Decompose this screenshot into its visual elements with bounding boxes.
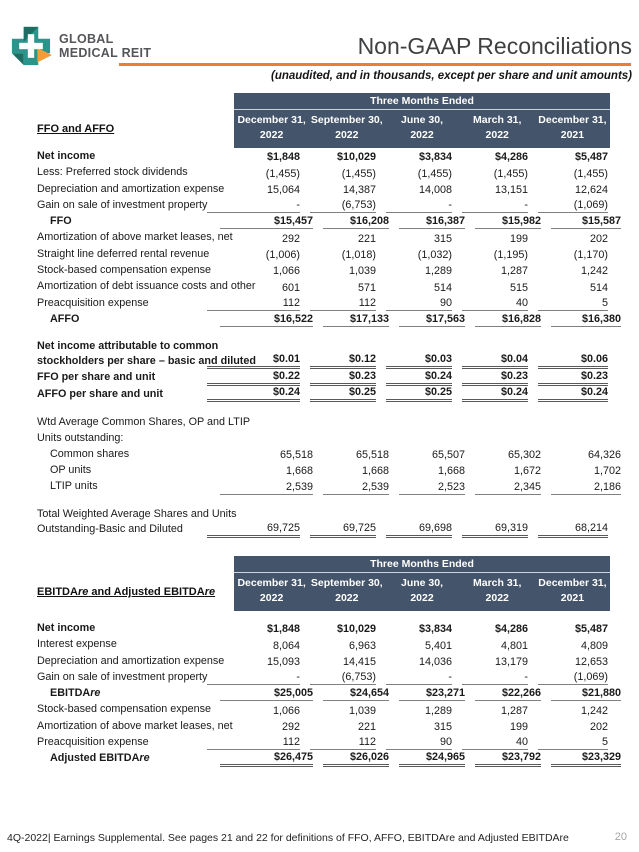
row-label: FFO per share and unit — [37, 371, 156, 384]
value-cell: 292 — [281, 232, 300, 245]
value-cell: $3,834 — [418, 151, 452, 164]
value-cell: - — [462, 671, 528, 685]
row-label: FFO — [50, 215, 72, 228]
value-cell: (1,455) — [341, 167, 376, 180]
column-header: September 30, 2022 — [310, 577, 383, 605]
value-cell: 12,624 — [574, 183, 608, 196]
ebitdare-table — [37, 620, 621, 767]
value-cell: 1,668 — [361, 465, 389, 478]
footer-text: 4Q-2022| Earnings Supplemental. See pages 21 and 22 for definitions of FFO, AFFO, EBITDAre and Adjusted EBITDAre — [7, 832, 569, 844]
value-cell: 514 — [589, 281, 608, 294]
value-cell: 315 — [433, 721, 452, 734]
value-cell: - — [207, 199, 300, 213]
row-label: Net income attributable to common stockholders per share – basic and diluted — [37, 339, 257, 367]
medical-cross-icon — [10, 26, 52, 66]
row-label: AFFO — [50, 312, 80, 325]
value-cell: 14,415 — [342, 655, 376, 668]
logo-line2: MEDICAL REIT — [59, 46, 152, 60]
value-cell: (1,455) — [265, 167, 300, 180]
value-cell: 112 — [310, 736, 376, 750]
value-cell: $16,522 — [220, 313, 313, 327]
table-row — [37, 701, 612, 717]
value-cell: 14,008 — [418, 183, 452, 196]
table-row — [37, 750, 621, 766]
value-cell: 1,039 — [348, 265, 376, 278]
value-cell: $0.24 — [386, 370, 452, 386]
value-cell: 1,287 — [500, 265, 528, 278]
value-cell: $25,005 — [220, 687, 313, 701]
value-cell: (1,032) — [417, 249, 452, 262]
column-header: December 31, 2021 — [538, 114, 607, 142]
value-cell: (6,753) — [310, 199, 376, 213]
value-cell: 69,725 — [310, 522, 376, 538]
table-row — [37, 164, 612, 180]
row-label: Straight line deferred rental revenue — [37, 247, 210, 260]
page-title: Non-GAAP Reconciliations — [357, 33, 632, 59]
table-header-band — [234, 93, 610, 148]
table-row — [37, 734, 612, 750]
value-cell: 1,242 — [580, 704, 608, 717]
table-row — [37, 505, 612, 538]
value-cell: - — [207, 671, 300, 685]
value-cell: 15,093 — [266, 655, 300, 668]
row-spacer — [37, 327, 612, 336]
row-label: Net income — [37, 149, 96, 162]
value-cell: $0.12 — [310, 353, 376, 369]
page-subtitle: (unaudited, and in thousands, except per share and unit amounts) — [270, 70, 632, 82]
row-label: Wtd Average Common Shares, OP and LTIP Units outstanding: — [37, 416, 251, 444]
value-cell: - — [462, 199, 528, 213]
value-cell: $0.25 — [310, 386, 376, 402]
value-cell: $0.24 — [538, 386, 608, 402]
row-label: Stock-based compensation expense — [37, 703, 212, 716]
row-label: Net income — [37, 621, 96, 634]
value-cell: 1,242 — [580, 265, 608, 278]
value-cell: 1,039 — [348, 704, 376, 717]
value-cell: 69,725 — [207, 522, 300, 538]
value-cell: 65,507 — [431, 449, 465, 462]
value-cell: $0.23 — [310, 370, 376, 386]
table-row — [37, 718, 612, 734]
row-label: Depreciation and amortization expense — [37, 182, 225, 195]
value-cell: 199 — [509, 232, 528, 245]
section-label-ebitdare: EBITDAre and Adjusted EBITDAre — [37, 586, 216, 598]
value-cell: $4,286 — [494, 623, 528, 636]
value-cell: $5,487 — [574, 151, 608, 164]
table-row — [37, 416, 612, 446]
column-header: March 31, 2022 — [472, 114, 522, 142]
row-label: Total Weighted Average Shares and Units Outstanding-Basic and Diluted — [37, 508, 237, 536]
value-cell: $16,828 — [475, 313, 541, 327]
value-cell: (1,069) — [538, 671, 608, 685]
company-logo — [10, 26, 151, 66]
value-cell: 5 — [538, 297, 608, 311]
value-cell: $16,208 — [323, 215, 389, 229]
value-cell: 5,401 — [424, 639, 452, 652]
value-cell: $0.06 — [538, 353, 608, 369]
row-label: Depreciation and amortization expense — [37, 654, 225, 667]
column-header: June 30, 2022 — [400, 114, 444, 142]
value-cell: $15,457 — [220, 215, 313, 229]
table-row — [37, 478, 621, 494]
value-cell: $4,286 — [494, 151, 528, 164]
row-label: Preacquisition expense — [37, 296, 149, 309]
row-label: Less: Preferred stock dividends — [37, 166, 188, 179]
value-cell: (1,455) — [573, 167, 608, 180]
value-cell: $17,563 — [399, 313, 465, 327]
value-cell: 65,518 — [279, 449, 313, 462]
value-cell: 15,064 — [266, 183, 300, 196]
value-cell: (1,018) — [341, 249, 376, 262]
table-row — [37, 369, 612, 385]
value-cell: 6,963 — [348, 639, 376, 652]
column-headers — [234, 573, 610, 611]
page-number: 20 — [614, 831, 627, 843]
row-label: Amortization of above market leases, net — [37, 231, 233, 244]
column-headers — [234, 110, 610, 148]
table-row — [37, 636, 612, 652]
value-cell: 2,539 — [323, 481, 389, 495]
value-cell: $26,026 — [323, 751, 389, 767]
table-row — [37, 653, 612, 669]
value-cell: 2,345 — [475, 481, 541, 495]
value-cell: $23,271 — [399, 687, 465, 701]
column-header: December 31, 2022 — [237, 114, 306, 142]
table-row — [37, 229, 612, 245]
value-cell: 1,289 — [424, 265, 452, 278]
value-cell: 221 — [357, 232, 376, 245]
value-cell: 112 — [207, 736, 300, 750]
value-cell: 64,326 — [587, 449, 621, 462]
logo-line1: GLOBAL — [59, 32, 114, 46]
value-cell: (1,006) — [265, 249, 300, 262]
table-row — [37, 197, 612, 213]
table-row — [37, 336, 612, 369]
value-cell: $0.03 — [386, 353, 452, 369]
value-cell: 65,302 — [507, 449, 541, 462]
value-cell: 2,539 — [220, 481, 313, 495]
table-row — [37, 311, 621, 327]
value-cell: (1,455) — [493, 167, 528, 180]
column-header: December 31, 2021 — [538, 577, 607, 605]
row-label: Gain on sale of investment property — [37, 670, 208, 683]
row-label: Common shares — [50, 447, 130, 460]
table-row — [37, 181, 612, 197]
value-cell: (1,069) — [538, 199, 608, 213]
table-row — [37, 386, 612, 402]
value-cell: 68,214 — [538, 522, 608, 538]
value-cell: - — [386, 199, 452, 213]
table-row — [37, 262, 612, 278]
value-cell: (1,455) — [417, 167, 452, 180]
value-cell: $3,834 — [418, 623, 452, 636]
value-cell: 1,668 — [285, 465, 313, 478]
value-cell: 315 — [433, 232, 452, 245]
table-row — [37, 669, 612, 685]
value-cell: $0.24 — [462, 386, 528, 402]
value-cell: $16,380 — [551, 313, 621, 327]
span-header: Three Months Ended — [234, 556, 610, 573]
column-header: June 30, 2022 — [400, 577, 444, 605]
value-cell: 2,523 — [399, 481, 465, 495]
row-label: Amortization of above market leases, net — [37, 719, 233, 732]
value-cell: $24,965 — [399, 751, 465, 767]
value-cell: 69,698 — [386, 522, 452, 538]
value-cell: $0.04 — [462, 353, 528, 369]
value-cell: - — [386, 671, 452, 685]
value-cell: $0.01 — [207, 353, 300, 369]
value-cell: $0.25 — [386, 386, 452, 402]
value-cell: $10,029 — [336, 623, 376, 636]
value-cell: 40 — [462, 297, 528, 311]
column-header: December 31, 2022 — [237, 577, 306, 605]
table-row — [37, 462, 621, 478]
value-cell: 292 — [281, 721, 300, 734]
value-cell: $15,982 — [475, 215, 541, 229]
value-cell: 8,064 — [272, 639, 300, 652]
value-cell: 14,036 — [418, 655, 452, 668]
value-cell: 202 — [589, 232, 608, 245]
value-cell: 1,672 — [513, 465, 541, 478]
value-cell: $10,029 — [336, 151, 376, 164]
value-cell: 1,066 — [272, 704, 300, 717]
value-cell: $0.22 — [207, 370, 300, 386]
value-cell: 199 — [509, 721, 528, 734]
value-cell: $0.23 — [462, 370, 528, 386]
span-header: Three Months Ended — [234, 93, 610, 110]
value-cell: $23,329 — [551, 751, 621, 767]
value-cell: 40 — [462, 736, 528, 750]
value-cell: 1,702 — [593, 465, 621, 478]
value-cell: 13,151 — [494, 183, 528, 196]
value-cell: 14,387 — [342, 183, 376, 196]
orange-divider — [119, 63, 631, 66]
row-label: EBITDAre — [50, 687, 101, 700]
column-header: September 30, 2022 — [310, 114, 383, 142]
table-row — [37, 620, 612, 636]
value-cell: 515 — [509, 281, 528, 294]
table-header-band — [234, 556, 610, 611]
table-row — [37, 213, 621, 229]
row-spacer — [37, 402, 612, 416]
value-cell: 601 — [281, 281, 300, 294]
value-cell: 221 — [357, 721, 376, 734]
table-row — [37, 148, 612, 164]
value-cell: $0.23 — [538, 370, 608, 386]
row-label: OP units — [50, 464, 92, 477]
value-cell: $0.24 — [207, 386, 300, 402]
value-cell: (1,170) — [573, 249, 608, 262]
value-cell: 514 — [433, 281, 452, 294]
value-cell: $5,487 — [574, 623, 608, 636]
value-cell: $1,848 — [266, 623, 300, 636]
logo-wordmark — [59, 32, 151, 60]
value-cell: (6,753) — [310, 671, 376, 685]
row-label: Stock-based compensation expense — [37, 264, 212, 277]
value-cell: 1,289 — [424, 704, 452, 717]
value-cell: $17,133 — [323, 313, 389, 327]
value-cell: 5 — [538, 736, 608, 750]
value-cell: $23,792 — [475, 751, 541, 767]
table-row — [37, 446, 621, 462]
value-cell: $26,475 — [220, 751, 313, 767]
value-cell: 4,809 — [580, 639, 608, 652]
row-label: Gain on sale of investment property — [37, 198, 208, 211]
value-cell: 4,801 — [500, 639, 528, 652]
row-label: Interest expense — [37, 638, 117, 651]
row-label: Adjusted EBITDAre — [50, 752, 150, 765]
table-row — [37, 278, 612, 294]
table-row — [37, 295, 612, 311]
value-cell: 571 — [357, 281, 376, 294]
value-cell: $21,880 — [551, 687, 621, 701]
value-cell: 2,186 — [551, 481, 621, 495]
value-cell: $24,654 — [323, 687, 389, 701]
value-cell: 1,668 — [437, 465, 465, 478]
value-cell: 13,179 — [494, 655, 528, 668]
value-cell: $15,587 — [551, 215, 621, 229]
table-row — [37, 246, 612, 262]
value-cell: 112 — [310, 297, 376, 311]
value-cell: 69,319 — [462, 522, 528, 538]
value-cell: 1,066 — [272, 265, 300, 278]
column-header: March 31, 2022 — [472, 577, 522, 605]
row-label: Amortization of debt issuance costs and other — [37, 280, 256, 293]
value-cell: 90 — [386, 736, 452, 750]
value-cell: 12,653 — [574, 655, 608, 668]
value-cell: $1,848 — [266, 151, 300, 164]
value-cell: $22,266 — [475, 687, 541, 701]
ffo-affo-table — [37, 148, 621, 538]
value-cell: 1,287 — [500, 704, 528, 717]
value-cell: (1,195) — [493, 249, 528, 262]
value-cell: 65,518 — [355, 449, 389, 462]
value-cell: 202 — [589, 721, 608, 734]
table-row — [37, 685, 621, 701]
value-cell: 112 — [207, 297, 300, 311]
value-cell: 90 — [386, 297, 452, 311]
row-label: LTIP units — [50, 480, 98, 493]
row-label: AFFO per share and unit — [37, 387, 163, 400]
value-cell: $16,387 — [399, 215, 465, 229]
row-spacer — [37, 495, 612, 505]
row-label: Preacquisition expense — [37, 736, 149, 749]
section-label-ffo-affo: FFO and AFFO — [37, 123, 115, 135]
